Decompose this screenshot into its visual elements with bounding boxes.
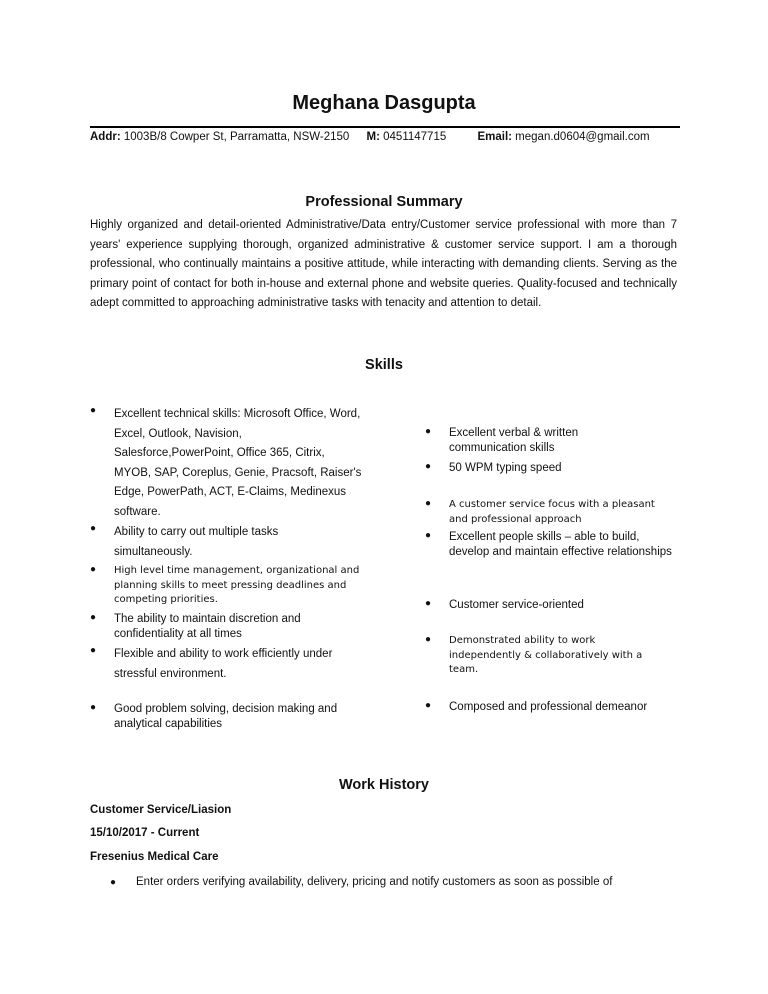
bullet-icon: ● xyxy=(425,634,432,645)
job-title: Customer Service/Liasion xyxy=(90,804,232,816)
bullet-icon: ● xyxy=(90,612,97,623)
mobile-label: M: xyxy=(366,131,380,143)
bullet-icon: ● xyxy=(425,461,432,472)
email-value[interactable]: megan.d0604@gmail.com xyxy=(515,131,650,143)
skills-heading: Skills xyxy=(365,357,403,373)
summary-heading: Professional Summary xyxy=(305,194,463,210)
bullet-icon: ● xyxy=(90,702,97,713)
bullet-icon: ● xyxy=(425,426,432,437)
work-history-heading: Work History xyxy=(339,777,429,793)
bullet-icon: ● xyxy=(90,645,97,656)
bullet-icon: ● xyxy=(425,530,432,541)
mobile-value: 0451147715 xyxy=(383,131,447,143)
summary-text: Highly organized and detail-oriented Administrative/Data entry/Customer service professional with more than 7 years' experience supplying thorough, organized administrative & customer service support. I am a thorough professional, who continually maintains a positive attitude, while interacting with demanding clients. Serving as the primary point of contact for both in-house and external phone and website queries. Quality-focused and technically adept committed to approaching administrative tasks with tenacity and attention to detail. xyxy=(90,219,677,309)
bullet-icon: ● xyxy=(425,498,432,509)
contact-line xyxy=(90,126,680,143)
bullet-icon: ● xyxy=(425,700,432,711)
job-dates: 15/10/2017 - Current xyxy=(90,827,200,839)
candidate-name: Meghana Dasgupta xyxy=(292,92,476,114)
job-company: Fresenius Medical Care xyxy=(90,851,219,863)
addr-value: 1003B/8 Cowper St, Parramatta, NSW-2150 xyxy=(123,131,350,143)
bullet-icon: ● xyxy=(90,523,97,534)
bullet-icon: ● xyxy=(90,564,97,575)
resume-page: Meghana Dasgupta Addr: 1003B/8 Cowper St, Parramatta, NSW-2150 M: 0451147715 Email: megan.d0604@gmail.com Professional Summary Highly organized and detail-oriented Administrative/Data entry/Customer service professional with more than 7 years' experience supplying thorough, organized administrative & customer service support. I am a thorough professional, who continually maintains a positive attitude, while interacting with demanding clients. Serving as the primary point of contact for both in-house and external phone and website queries. Quality-focused and technically adept committed to approaching administrative tasks with tenacity and attention to detail. Skills ● Excellent technical skills: Microsoft Office, Word, Excel, Outlook, Navision, Salesforce,PowerPoint, Office 365, Citrix, MYOB, SAP, Coreplus, Genie, Pracsoft, Raiser's Edge, PowerPath, ACT, E-Claims, Medinexus software. ● Ability to carry out multiple tasks simultaneously. ● High level time management, organizational and planning skills to meet pressing deadlines and competing priorities. ● The ability to maintain discretion and confidentiality at all times ● Flexible and ability to work efficiently under stressful environment. ● Good problem solving, decision making and analytical capabilities ● Excellent verbal & written communication skills ● 50 WPM typing speed ● A customer service focus with a pleasant and professional approach ● Excellent people skills – able to build, develop and maintain effective relationships ● Customer service-oriented ● Demonstrated ability to work independently & collaboratively with a team. ● Composed and professional demeanor Work History Customer Service/Liasion 15/10/2017 - Current Fresenius Medical Care ● Enter orders verifying availability, delivery, pricing and notify customers as soon as possible of xyxy=(0,0,768,994)
skill-item: ● Excellent technical skills: Microsoft Office, Word, Excel, Outlook, Navision, Salesforce,PowerPoint, Office 365, Citrix, MYOB, SAP, Coreplus, Genie, Pracsoft, Raiser's Edge, PowerPath, ACT, E-Claims, Medinexus software. xyxy=(90,405,362,518)
bullet-icon: ● xyxy=(425,598,432,609)
email-label: Email: xyxy=(477,131,512,143)
bullet-icon: ● xyxy=(90,405,97,416)
addr-label: Addr: xyxy=(90,131,121,143)
bullet-icon: ● xyxy=(110,877,117,888)
